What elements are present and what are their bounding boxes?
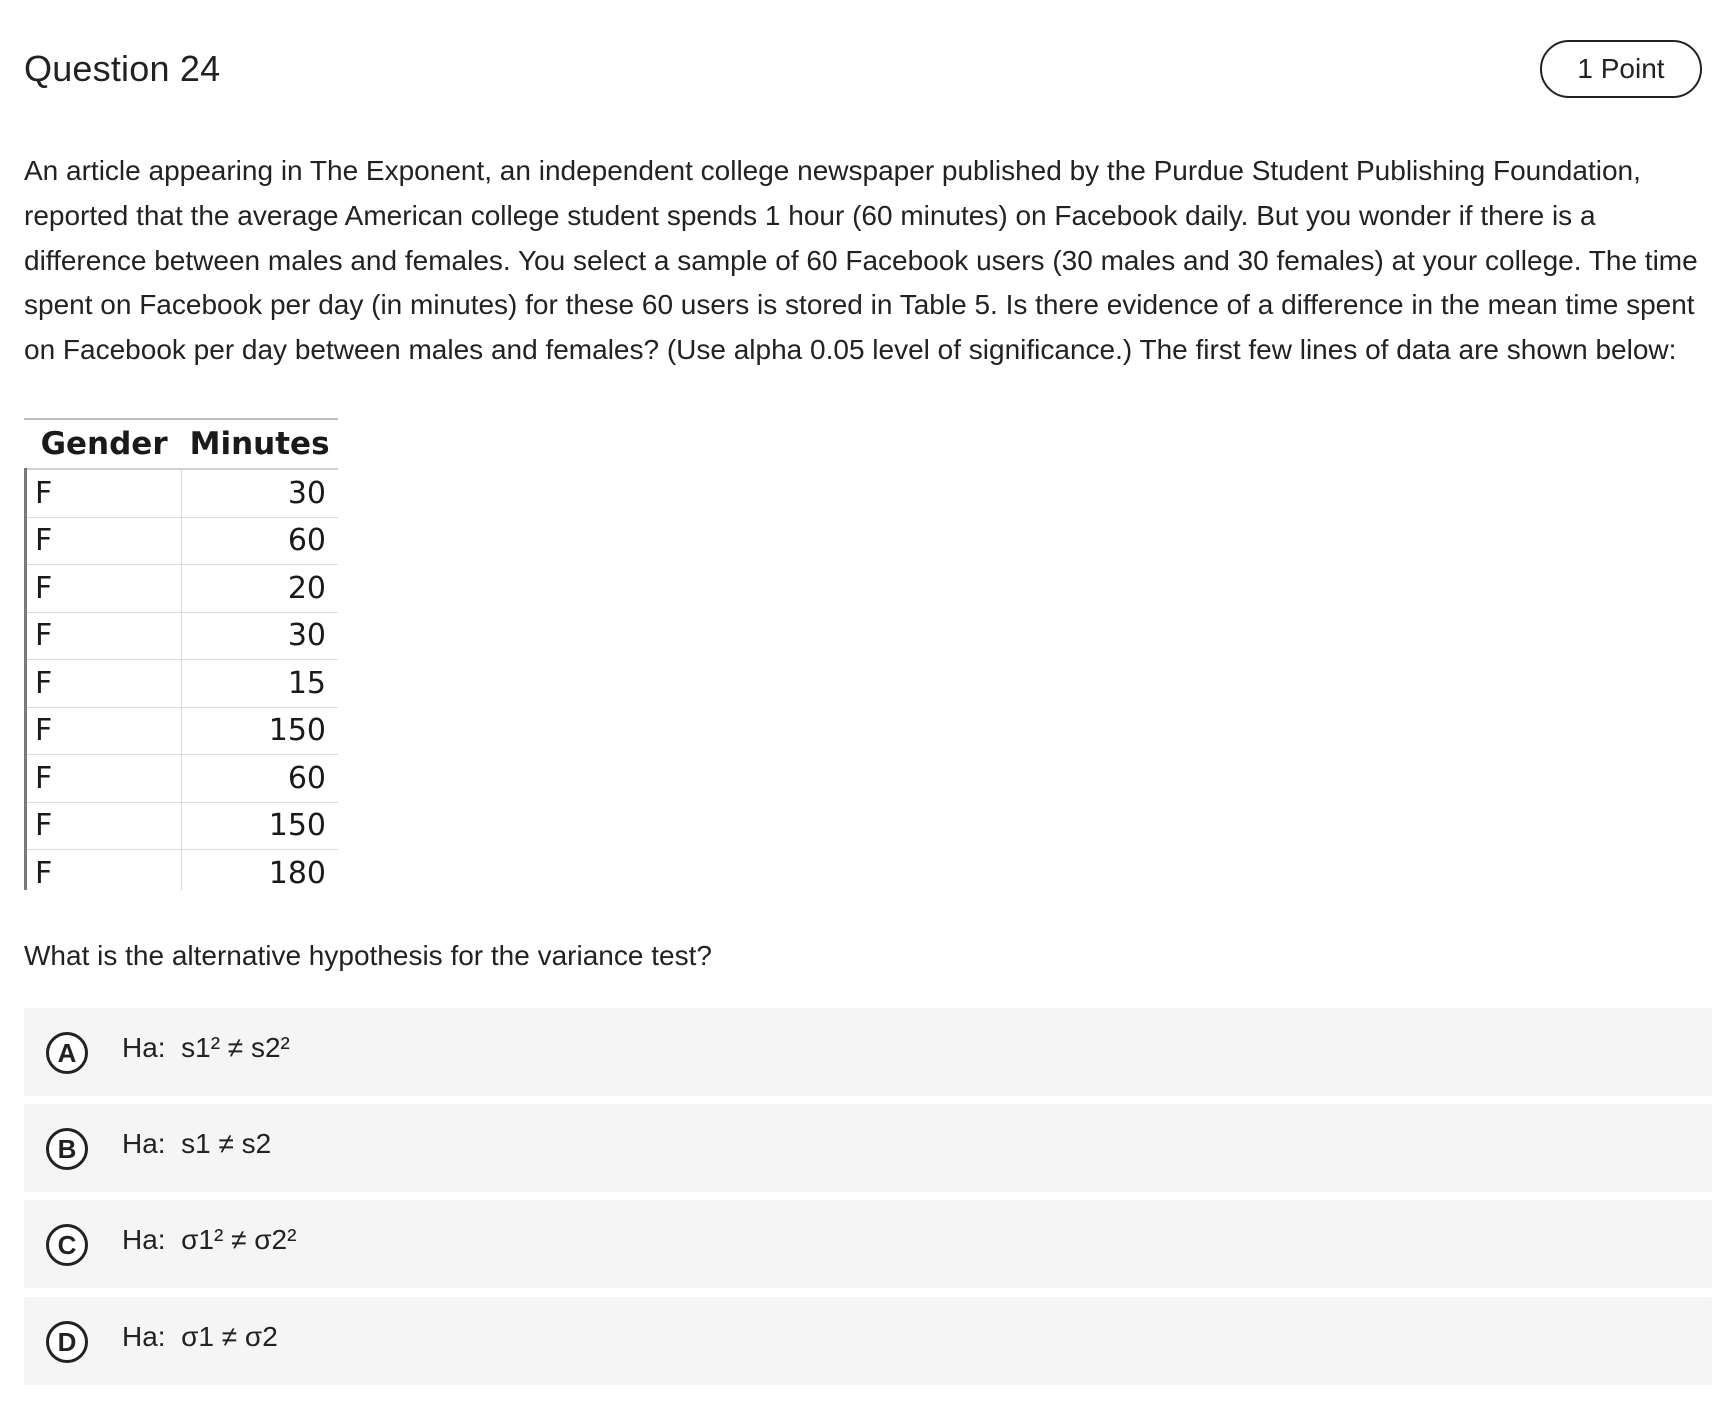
minutes-cell: 180 bbox=[181, 850, 338, 891]
gender-cell: F bbox=[27, 755, 181, 803]
data-table-image bbox=[24, 418, 338, 890]
answer-option-c[interactable] bbox=[24, 1200, 1712, 1288]
minutes-cell: 20 bbox=[181, 565, 338, 613]
table-row bbox=[27, 850, 338, 891]
gender-cell: F bbox=[27, 707, 181, 755]
table-header-minutes: Minutes bbox=[181, 420, 338, 469]
minutes-cell: 150 bbox=[181, 707, 338, 755]
minutes-cell: 60 bbox=[181, 517, 338, 565]
minutes-cell: 30 bbox=[181, 469, 338, 517]
table-row bbox=[27, 707, 338, 755]
table-header-row bbox=[27, 420, 338, 469]
table-row bbox=[27, 469, 338, 517]
minutes-cell: 30 bbox=[181, 612, 338, 660]
table-row bbox=[27, 802, 338, 850]
answer-option-a[interactable] bbox=[24, 1008, 1712, 1096]
gender-cell: F bbox=[27, 469, 181, 517]
option-text: Ha: s1 ≠ s2 bbox=[122, 1128, 272, 1159]
question-title: Question 24 bbox=[24, 48, 221, 89]
minutes-cell: 150 bbox=[181, 802, 338, 850]
gender-cell: F bbox=[27, 660, 181, 708]
option-text: Ha: σ1² ≠ σ2² bbox=[122, 1224, 297, 1255]
table-header-gender: Gender bbox=[27, 420, 181, 469]
sub-question: What is the alternative hypothesis for the variance test? bbox=[24, 940, 712, 971]
option-letter-badge: B bbox=[46, 1128, 88, 1170]
answer-option-b[interactable] bbox=[24, 1104, 1712, 1192]
table-row bbox=[27, 612, 338, 660]
points-badge: 1 Point bbox=[1540, 40, 1702, 98]
prompt-text: An article appearing in The Exponent, an independent college newspaper published by the Purdue Student Publishing Foundation, reported that the average American college student spends 1 hour (60 minutes) on Facebook daily. But you wonder if there is a difference between males and females. You select a sample of 60 Facebook users (30 males and 30 females) at your college. The time spent on Facebook per day (in minutes) for these 60 users is stored in Table 5. Is there evidence of a difference in the mean time spent on Facebook per day between males and females? (Use alpha 0.05 level of significance.) The first few lines of data are shown below: bbox=[24, 155, 1698, 366]
data-table bbox=[27, 420, 338, 890]
table-row bbox=[27, 755, 338, 803]
question-header bbox=[24, 38, 1702, 102]
option-letter-badge: C bbox=[46, 1224, 88, 1266]
question-prompt bbox=[24, 149, 1700, 373]
option-text: Ha: s1² ≠ s2² bbox=[122, 1032, 290, 1063]
minutes-cell: 15 bbox=[181, 660, 338, 708]
gender-cell: F bbox=[27, 612, 181, 660]
table-row bbox=[27, 517, 338, 565]
gender-cell: F bbox=[27, 517, 181, 565]
table-row bbox=[27, 565, 338, 613]
gender-cell: F bbox=[27, 565, 181, 613]
minutes-cell: 60 bbox=[181, 755, 338, 803]
gender-cell: F bbox=[27, 802, 181, 850]
option-letter-badge: A bbox=[46, 1032, 88, 1074]
table-row bbox=[27, 660, 338, 708]
option-letter-badge: D bbox=[46, 1321, 88, 1363]
option-text: Ha: σ1 ≠ σ2 bbox=[122, 1321, 278, 1352]
gender-cell: F bbox=[27, 850, 181, 891]
answer-option-d[interactable] bbox=[24, 1297, 1712, 1385]
